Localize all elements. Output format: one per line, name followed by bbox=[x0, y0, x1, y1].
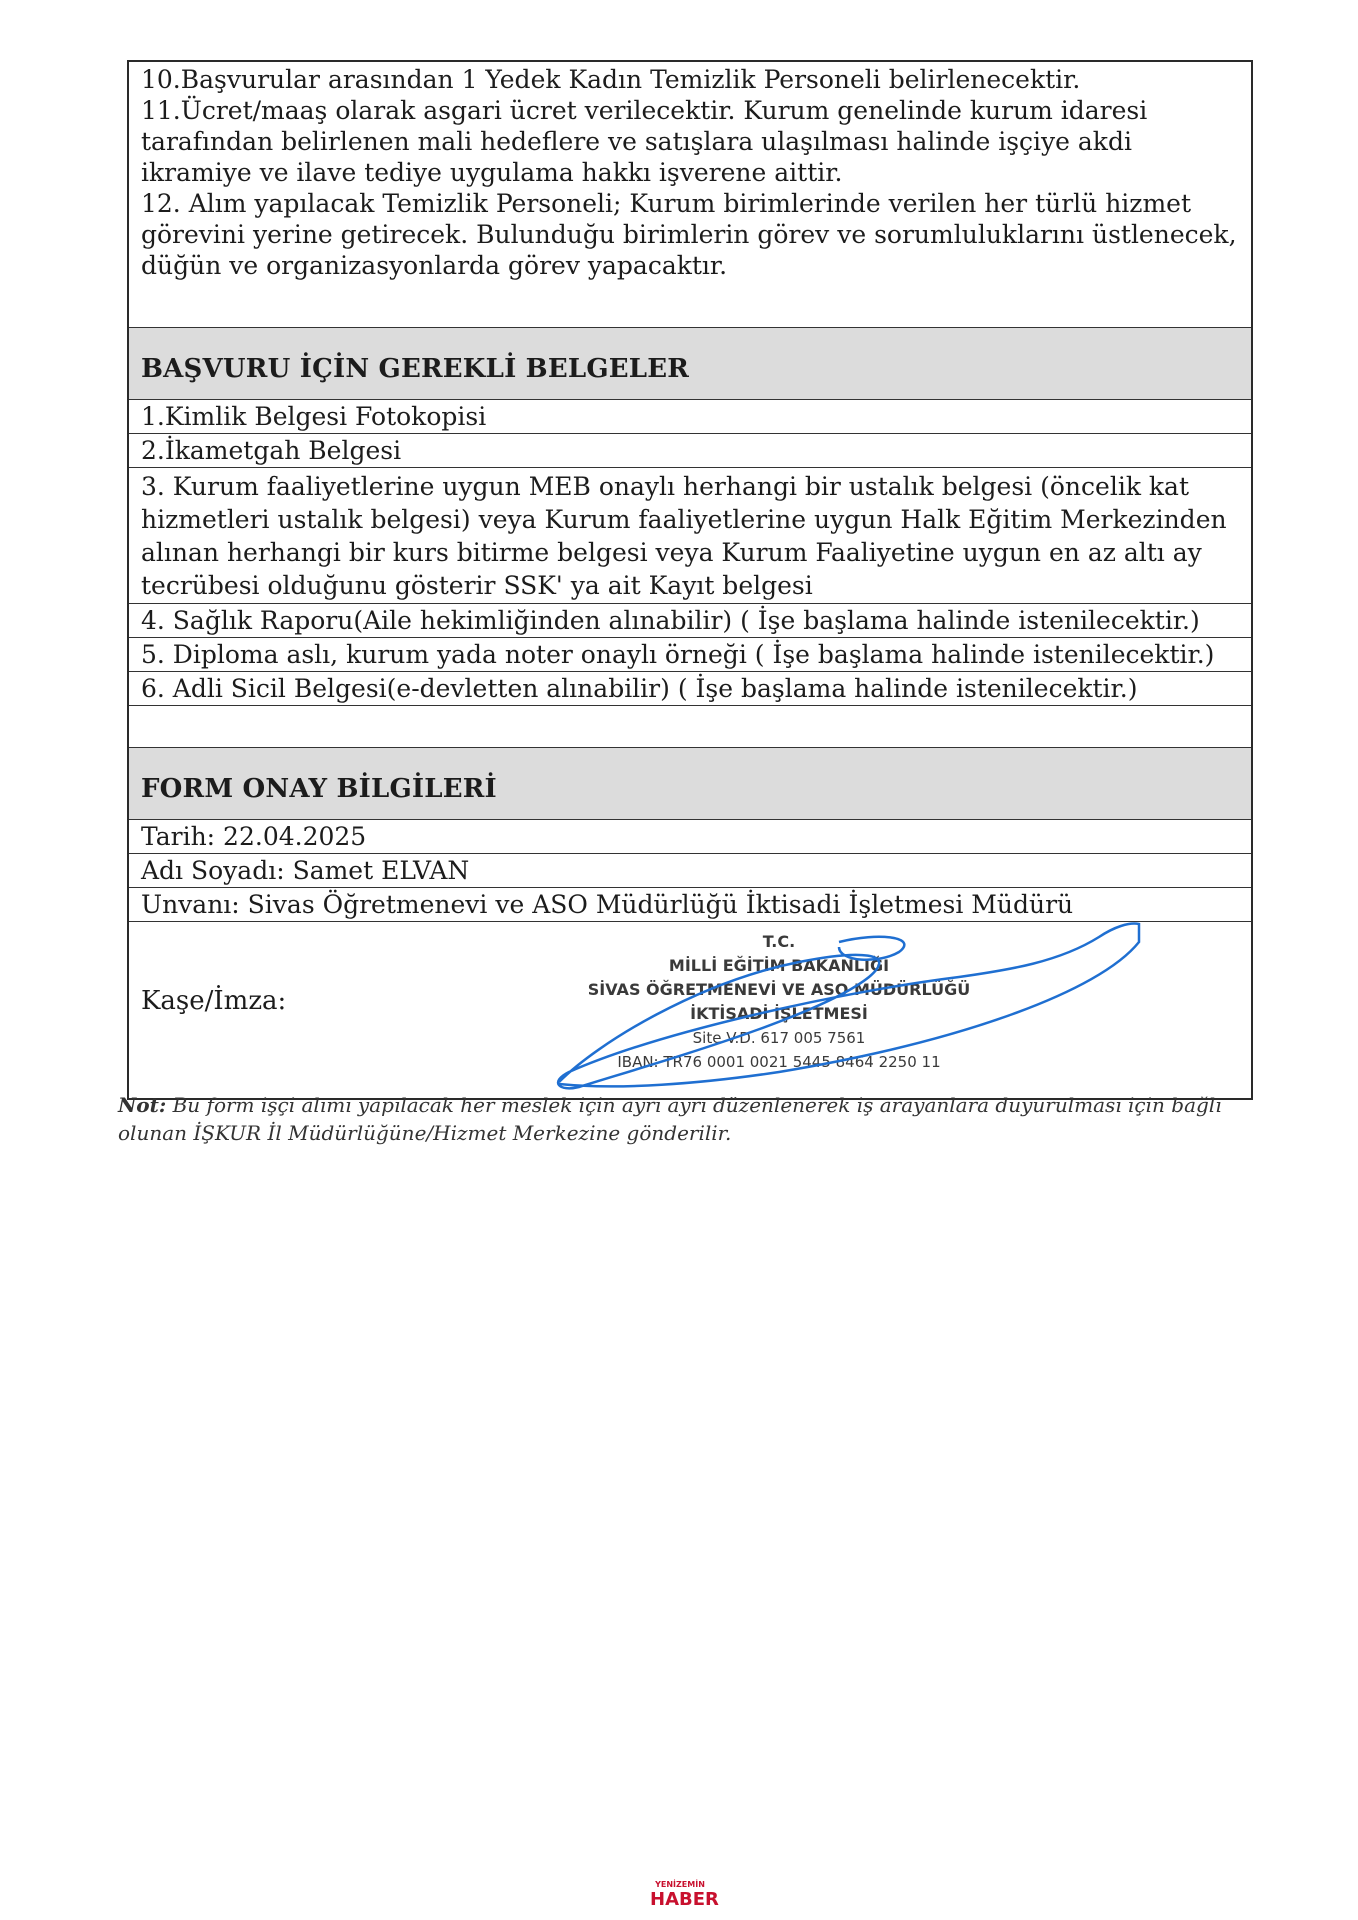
stamp-label: Kaşe/İmza: bbox=[141, 986, 287, 1016]
footnote-text: Bu form işçi alımı yapılacak her meslek için ayrı ayrı düzenlenerek iş arayanlara duyurulması için bağlı olunan İŞKUR İl Müdürlüğüne/Hizmet Merkezine gönderilir. bbox=[118, 1093, 1222, 1145]
footnote bbox=[118, 1091, 1268, 1147]
signature-stroke bbox=[558, 924, 1139, 1089]
news-logo-top: YENİZEMİN bbox=[655, 1880, 705, 1889]
document-item-3: 3. Kurum faaliyetlerine uygun MEB onaylı herhangi bir ustalık belgesi (öncelik kat hizmetleri ustalık belgesi) veya Kurum faaliyetlerine uygun Halk Eğitim Merkezinden alınan herhangi bir kurs bitirme belgesi veya Kurum Faaliyetine uygun en az altı ay tecrübesi olduğunu gösterir SSK' ya ait Kayıt belgesi bbox=[129, 468, 1251, 604]
approval-name: Adı Soyadı: Samet ELVAN bbox=[129, 854, 1251, 888]
news-logo-bottom: HABER bbox=[650, 1889, 719, 1910]
conditions-block bbox=[129, 62, 1251, 328]
stamp-line-6: IBAN: TR76 0001 0021 5445 8464 2250 11 bbox=[617, 1053, 941, 1071]
documents-heading: BAŞVURU İÇİN GEREKLİ BELGELER bbox=[129, 328, 1251, 400]
stamp-line-2: MİLLİ EĞİTİM BAKANLIĞI bbox=[668, 956, 890, 975]
news-logo bbox=[650, 1880, 719, 1914]
footnote-prefix: Not: bbox=[118, 1093, 167, 1117]
approval-title: Unvanı: Sivas Öğretmenevi ve ASO Müdürlüğü İktisadi İşletmesi Müdürü bbox=[129, 888, 1251, 922]
condition-10: 10.Başvurular arasından 1 Yedek Kadın Temizlik Personeli belirlenecektir. bbox=[141, 65, 1081, 94]
stamp-line-5: Site V.D. 617 005 7561 bbox=[692, 1029, 866, 1047]
stamp-line-3: SİVAS ÖĞRETMENEVİ VE ASO MÜDÜRLÜĞÜ bbox=[587, 980, 971, 999]
approval-heading: FORM ONAY BİLGİLERİ bbox=[129, 748, 1251, 820]
condition-11: 11.Ücret/maaş olarak asgari ücret verilecektir. Kurum genelinde kurum idaresi tarafından belirlenen mali hedeflere ve satışlara ulaşılması halinde işçiye akdi ikramiye ve ilave tediye uygulama hakkı işverene aittir. bbox=[141, 96, 1148, 187]
document-item-4: 4. Sağlık Raporu(Aile hekimliğinden alınabilir) ( İşe başlama halinde istenilecektir.) bbox=[129, 604, 1251, 638]
document-item-6: 6. Adli Sicil Belgesi(e-devletten alınabilir) ( İşe başlama halinde istenilecektir.) bbox=[129, 672, 1251, 706]
document-item-5: 5. Diploma aslı, kurum yada noter onaylı örneği ( İşe başlama halinde istenilecektir.) bbox=[129, 638, 1251, 672]
stamp-line-4: İKTİSADİ İŞLETMESİ bbox=[690, 1004, 868, 1023]
condition-12: 12. Alım yapılacak Temizlik Personeli; Kurum birimlerinde verilen her türlü hizmet görevini yerine getirecek. Bulunduğu birimlerin görev ve sorumluluklarını üstlenecek, düğün ve organizasyonlarda görev yapacaktır. bbox=[141, 189, 1237, 280]
stamp-signature-row bbox=[129, 922, 1251, 1098]
document-item-1: 1.Kimlik Belgesi Fotokopisi bbox=[129, 400, 1251, 434]
handwritten-signature bbox=[539, 922, 1159, 1092]
approval-date: Tarih: 22.04.2025 bbox=[129, 820, 1251, 854]
document-item-2: 2.İkametgah Belgesi bbox=[129, 434, 1251, 468]
empty-row bbox=[129, 706, 1251, 748]
application-form-table bbox=[127, 60, 1253, 1100]
stamp-line-1: T.C. bbox=[762, 932, 796, 951]
